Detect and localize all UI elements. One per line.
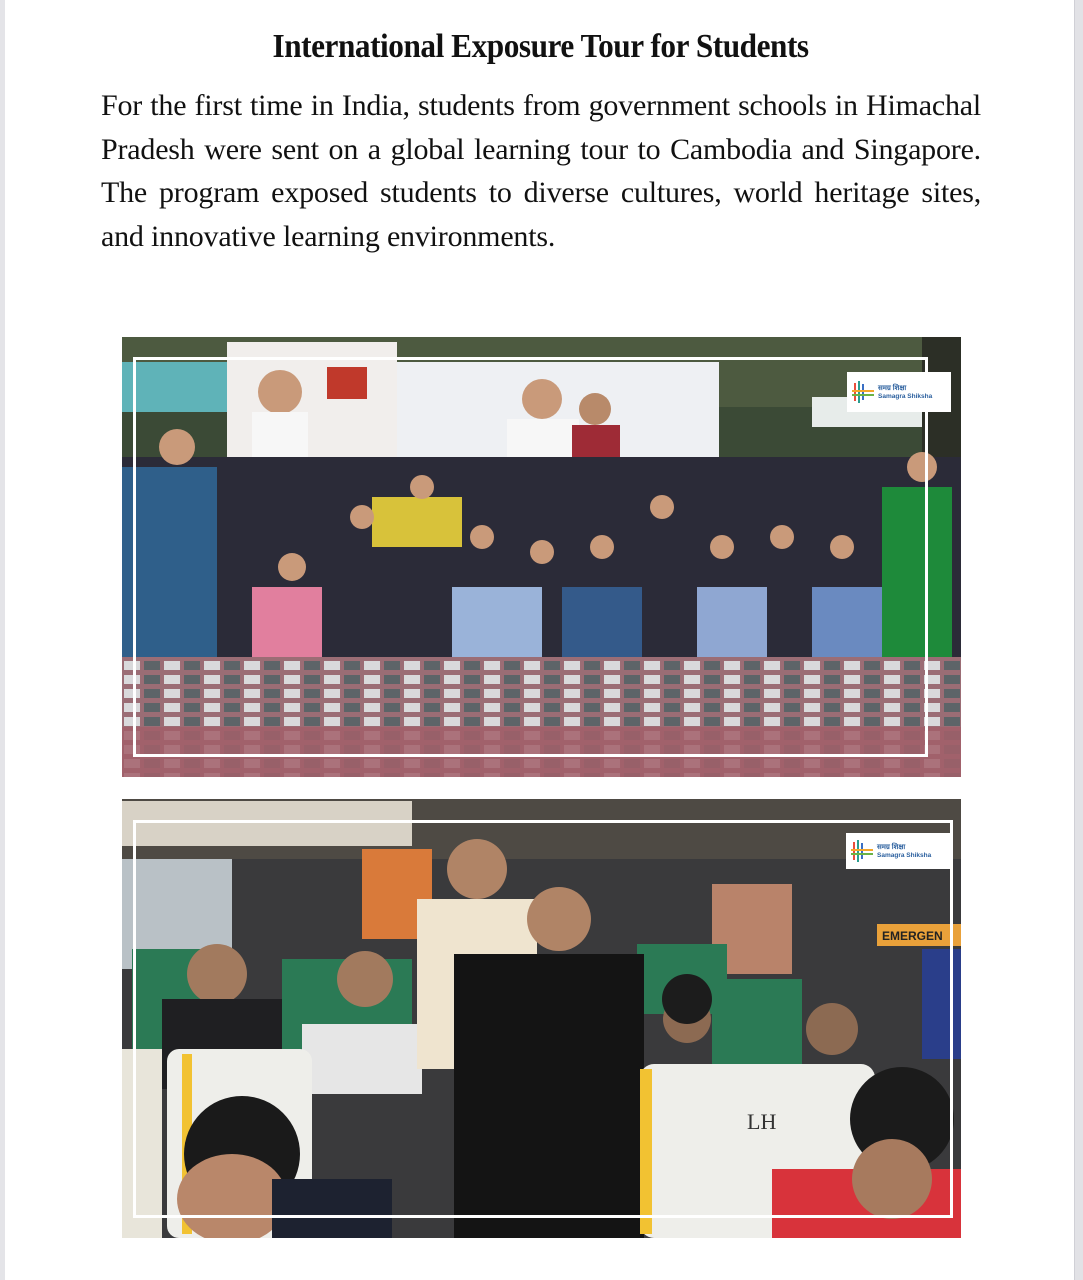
page-edge-left — [0, 0, 5, 1280]
group-photo — [122, 337, 961, 777]
bus-photo — [122, 799, 961, 1238]
logo-hindi-text: समग्र शिक्षा — [878, 385, 907, 392]
page-edge-right — [1074, 0, 1083, 1280]
logo-english-text: Samagra Shiksha — [878, 393, 933, 400]
samagra-shiksha-logo — [847, 372, 951, 412]
page-title: International Exposure Tour for Students — [272, 28, 809, 65]
logo-hindi-text: समग्र शिक्षा — [877, 844, 906, 851]
group-photo-scene — [122, 337, 961, 777]
samagra-shiksha-logo — [846, 833, 950, 869]
emergency-sign-text: EMERGEN — [882, 929, 943, 943]
seat-logo-text: LH — [747, 1109, 777, 1134]
logo-english-text: Samagra Shiksha — [877, 852, 932, 859]
samagra-shiksha-logo-icon — [852, 381, 874, 403]
samagra-shiksha-logo-icon — [851, 840, 873, 862]
bus-photo-scene — [122, 799, 961, 1238]
intro-paragraph: For the first time in India, students from government schools in Himachal Pradesh were sent on a global learning tour to Cambodia and Singapore. The program exposed students to diverse cultures, world heritage sites, and innovative learning environments. — [101, 89, 981, 253]
